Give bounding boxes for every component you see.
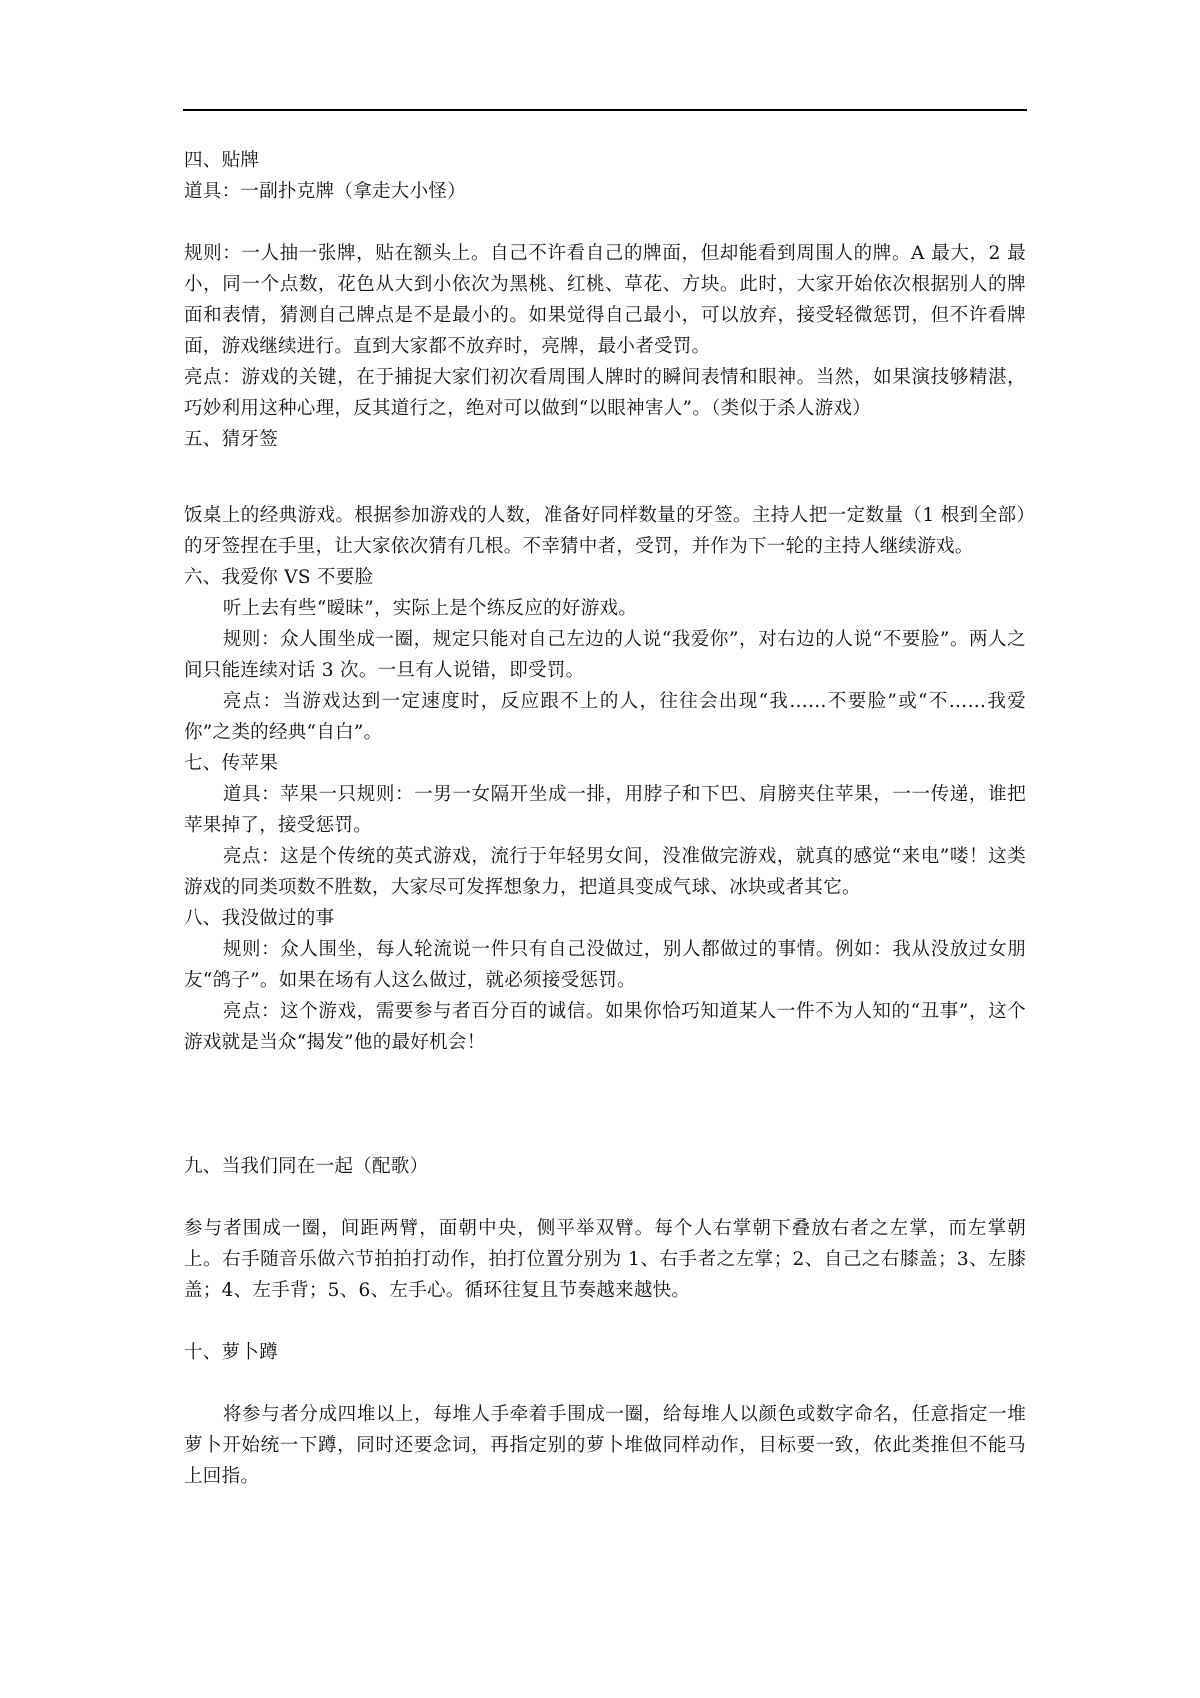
highlight-paragraph: 亮点：游戏的关键，在于捕捉大家们初次看周围人牌时的瞬间表情和眼神。当然，如果演技够精湛，巧妙利用这种心理，反其道行之，绝对可以做到“以眼神害人”。（类似于杀人游戏） xyxy=(184,367,1026,419)
rules-paragraph: 道具：苹果一只规则：一男一女隔开坐成一排，用脖子和下巴、肩膀夹住苹果，一一传递，谁把苹果掉了，接受惩罚。 xyxy=(184,784,1026,836)
section-heading-8: 八、我没做过的事 xyxy=(184,908,335,929)
spacer xyxy=(184,1058,1026,1151)
highlight-paragraph: 亮点：这个游戏，需要参与者百分百的诚信。如果你恰巧知道某人一件不为人知的“丑事”，这个游戏就是当众“揭发”他的最好机会！ xyxy=(184,1001,1026,1053)
header-rule xyxy=(183,109,1027,111)
rules-paragraph: 规则：众人围坐成一圈，规定只能对自己左边的人说“我爱你”，对右边的人说“不要脸”。两人之间只能连续对话 3 次。一旦有人说错，即受罚。 xyxy=(184,629,1026,681)
blank-line xyxy=(184,1182,1026,1213)
section-heading-7: 七、传苹果 xyxy=(184,753,279,774)
blank-line xyxy=(184,1306,1026,1337)
body-paragraph: 听上去有些“暧昧”，实际上是个练反应的好游戏。 xyxy=(222,598,638,619)
section-heading-10: 十、萝卜蹲 xyxy=(184,1342,279,1363)
body-paragraph: 参与者围成一圈，间距两臂，面朝中央，侧平举双臂。每个人右掌朝下叠放右者之左掌，而左掌朝上。右手随音乐做六节拍拍打动作，拍打位置分别为 1、右手者之左掌；2、自己之右膝盖；3、左膝盖；4、左手背；5、6、左手心。循环往复且节奏越来越快。 xyxy=(184,1218,1026,1301)
section-heading-5: 五、猜牙签 xyxy=(184,429,279,450)
section-heading-9: 九、当我们同在一起（配歌） xyxy=(184,1156,429,1177)
rules-paragraph: 规则：众人围坐，每人轮流说一件只有自己没做过，别人都做过的事情。例如：我从没放过女朋友“鸽子”。如果在场有人这么做过，就必须接受惩罚。 xyxy=(184,939,1026,991)
rules-paragraph: 规则：一人抽一张牌，贴在额头上。自己不许看自己的牌面，但却能看到周围人的牌。A 最大，2 最小，同一个点数，花色从大到小依次为黑桃、红桃、草花、方块。此时，大家开始依次根据别人的牌面和表情，猜测自己牌点是不是最小的。如果觉得自己最小，可以放弃，接受轻微惩罚，但不许看牌面，游戏继续进行。直到大家都不放弃时，亮牌，最小者受罚。 xyxy=(184,243,1026,357)
blank-line xyxy=(184,207,1026,238)
section-heading-6: 六、我爱你 VS 不要脸 xyxy=(184,567,374,588)
blank-line xyxy=(184,1368,1026,1399)
spacer xyxy=(184,486,1026,500)
document-body xyxy=(184,145,1026,1492)
blank-line xyxy=(184,455,1026,486)
body-paragraph: 将参与者分成四堆以上，每堆人手牵着手围成一圈，给每堆人以颜色或数字命名，任意指定一堆萝卜开始统一下蹲，同时还要念词，再指定别的萝卜堆做同样动作，目标要一致，依此类推但不能马上回指。 xyxy=(184,1404,1026,1487)
highlight-paragraph: 亮点：当游戏达到一定速度时，反应跟不上的人，往往会出现“我……不要脸”或“不……我爱你”之类的经典“自白”。 xyxy=(184,691,1026,743)
props-line: 道具：一副扑克牌（拿走大小怪） xyxy=(184,181,467,202)
body-paragraph: 饭桌上的经典游戏。根据参加游戏的人数，准备好同样数量的牙签。主持人把一定数量（1 根到全部）的牙签捏在手里，让大家依次猜有几根。不幸猜中者，受罚，并作为下一轮的主持人继续游戏。 xyxy=(184,505,1026,557)
section-heading-4: 四、贴牌 xyxy=(184,150,260,171)
highlight-paragraph: 亮点：这是个传统的英式游戏，流行于年轻男女间，没准做完游戏，就真的感觉“来电”喽！这类游戏的同类项数不胜数，大家尽可发挥想象力，把道具变成气球、冰块或者其它。 xyxy=(184,846,1026,898)
